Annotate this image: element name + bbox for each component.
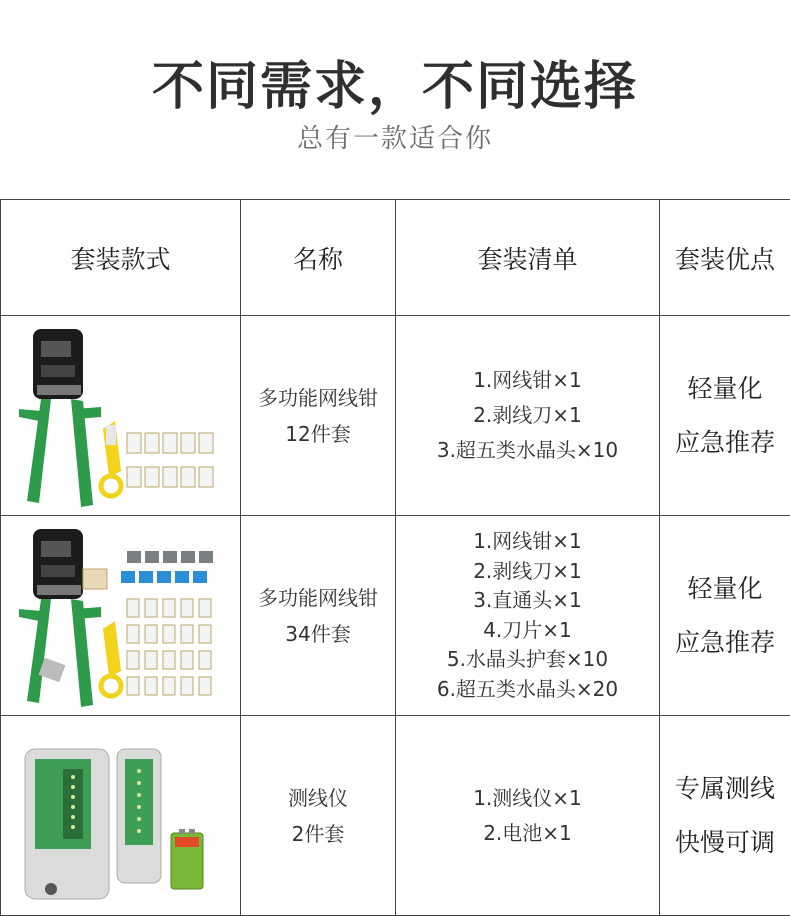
table-row: [1, 516, 790, 716]
product-image-cell: [1, 316, 241, 516]
product-count: 12件套: [241, 416, 395, 452]
kit-contents-cell: [396, 716, 660, 916]
list-item: 2.剥线刀×1: [396, 557, 659, 587]
product-name: 多功能网线钳: [241, 580, 395, 616]
product-count: 34件套: [241, 616, 395, 652]
cable-tester-icon: [11, 721, 231, 911]
page-title: 不同需求，不同选择: [0, 44, 790, 119]
kit-advantages-cell: [660, 516, 790, 716]
header-cell-advantages: 套装优点: [660, 200, 790, 316]
list-item: 6.超五类水晶头×20: [396, 675, 659, 705]
header-cell-name: 名称: [241, 200, 396, 316]
product-name: 多功能网线钳: [241, 380, 395, 416]
list-item: 1.测线仪×1: [396, 781, 659, 816]
page-subtitle: 总有一款适合你: [0, 118, 790, 155]
product-name-cell: [241, 516, 396, 716]
list-item: 4.刀片×1: [396, 616, 659, 646]
list-item: 3.超五类水晶头×10: [396, 433, 659, 468]
kit-contents-cell: [396, 316, 660, 516]
product-name-cell: [241, 716, 396, 916]
advantage-text: 应急推荐: [660, 416, 790, 470]
crimper-kit-34-icon: [11, 521, 231, 711]
list-item: 1.网线钳×1: [396, 363, 659, 398]
list-item: 3.直通头×1: [396, 586, 659, 616]
header-cell-contents: 套装清单: [396, 200, 660, 316]
list-item: 2.剥线刀×1: [396, 398, 659, 433]
header-cell-style: 套装款式: [1, 200, 241, 316]
table-header-row: [1, 200, 790, 316]
advantage-text: 轻量化: [660, 562, 790, 616]
table-row: [1, 316, 790, 516]
kit-comparison-table: [0, 199, 790, 916]
product-image-cell: [1, 716, 241, 916]
list-item: 5.水晶头护套×10: [396, 645, 659, 675]
product-name: 测线仪: [241, 780, 395, 816]
list-item: 1.网线钳×1: [396, 527, 659, 557]
product-image-cell: [1, 516, 241, 716]
kit-advantages-cell: [660, 316, 790, 516]
kit-contents-cell: [396, 516, 660, 716]
product-name-cell: [241, 316, 396, 516]
kit-advantages-cell: [660, 716, 790, 916]
list-item: 2.电池×1: [396, 816, 659, 851]
table-row: [1, 716, 790, 916]
advantage-text: 应急推荐: [660, 616, 790, 670]
advantage-text: 专属测线: [660, 762, 790, 816]
product-count: 2件套: [241, 816, 395, 852]
advantage-text: 轻量化: [660, 362, 790, 416]
crimper-kit-12-icon: [11, 321, 231, 511]
advantage-text: 快慢可调: [660, 816, 790, 870]
